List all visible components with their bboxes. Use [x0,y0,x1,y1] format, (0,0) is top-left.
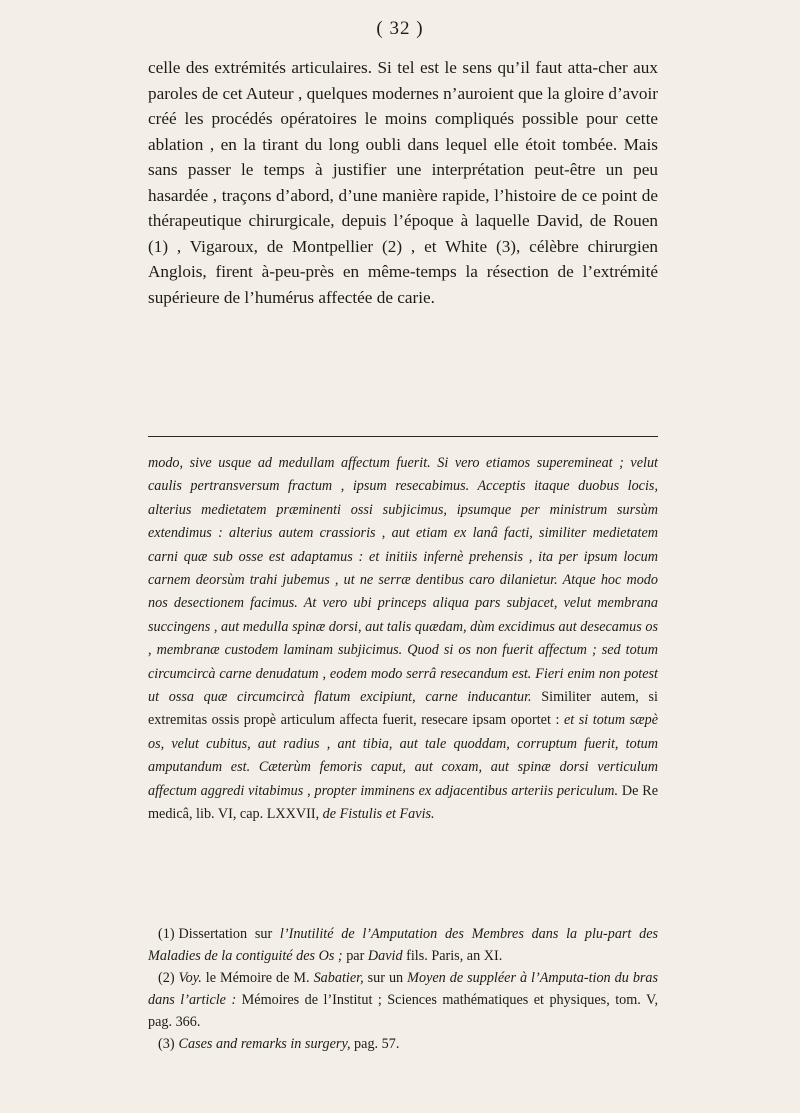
footnote-text: pag. 57. [354,1036,400,1052]
footnote-2 [148,967,658,1033]
footnote-text: Dissertation sur [178,926,273,942]
footnote-mark: (3) [158,1036,175,1052]
footnote-abbrev: Voy. [178,970,202,986]
footnote-3 [148,1033,658,1055]
page-number: ( 32 ) [376,18,424,39]
main-paragraph: celle des extrémités articulaires. Si tel est le sens qu’il faut atta-cher aux paroles de cet Auteur , quelques modernes n’auroient que la gloire d’avoir créé les procédés opératoires le moins compliqués possible pour cette ablation , en la tirant du long oubli dans lequel elle étoit tombée. Mais sans passer le temps à justifier une interprétation peut-être un peu hasardée , traçons d’abord, d’une manière rapide, l’histoire de ce point de thérapeutique chirurgicale, depuis l’époque à laquelle David, de Rouen (1) , Vigaroux, de Montpellier (2) , et White (3), célèbre chirurgien Anglois, firent à-peu-près en même-temps la résection de l’extrémité supérieure de l’humérus affectée de carie. [148,58,658,307]
latin-note-source: De Re medicâ, lib. VI, cap. LXXVII, [148,782,659,823]
latin-note-source-title: de Fistulis et Favis. [322,806,435,823]
footnote-text: sur un [367,970,404,986]
footnote-mark: (2) [158,970,175,986]
footnote-author: David [367,948,403,964]
latin-note-italic-2: et si totum sæpè os, velut cubitus, aut radius , ant tibia, aut tale quoddam, corruptum fuerit, totum amputandum est. Cæterùm femoris caput, aut coxam, aut spinæ dorsi verticulum affectum aggredi vitabimus , propter imminens ex adjacentibus arteriis periculum. [148,712,658,799]
footnote-divider [148,436,658,437]
footnote-text: par [346,948,365,964]
footnote-mark: (1) [158,926,175,942]
footnote-title: Cases and remarks in surgery, [178,1036,351,1052]
latin-note-roman: Similiter autem, si extremitas ossis propè articulum affecta fuerit, resecare ipsam oportet : [148,689,658,729]
footnote-title: l’Inutilité de l’Amputation des Membres dans la plu-part des Maladies de la contiguité des Os ; [148,926,659,964]
footnote-author: Sabatier, [313,970,364,986]
footnotes [148,923,658,1055]
footnote-title: Moyen de suppléer à l’Amputa-tion du bras dans l’article : [148,970,659,1008]
footnote-1 [148,923,658,967]
latin-note-paragraph [148,452,658,827]
latin-note-continuation [148,452,658,827]
footnote-text: le Mémoire de M. [205,970,310,986]
footnote-text: fils. Paris, an XI. [406,948,503,964]
main-text-block [148,55,658,310]
footnote-text: Mémoires de l’Institut ; Sciences mathématiques et physiques, tom. V, pag. 366. [148,992,659,1030]
latin-note-italic: modo, sive usque ad medullam affectum fuerit. Si vero etiamos superemineat ; velut caulis pertransversum fractum , ipsum resecabimus. Acceptis itaque duobus locis, alterius medietatem præminenti ossi subjicimus, ipsumque per ministrum sursùm extendimus : alterius autem crassioris , aut etiam ex lanâ facti, similiter medietatem carni quæ sub osse est adaptamus : et initiis infernè prehensis , ita per ipsum locum carnem deorsùm trahi jubemus , ut ne serræ dentibus caro dilanietur. Atque hoc modo nos desectionem facimus. At vero ubi princeps aliqua pars subjacet, velut membrana succingens , aut medulla spinæ dorsi, aut talis quædam, dùm excidimus aut desecamus os , membranæ custodem laminam subjicimus. Quod si os non fuerit affectum ; sed totum circumcircà carne denudatum , eodem modo serrâ resecandum est. Fieri enim non potest ut ossa quæ circumcircà flatum excipiunt, carne inducantur. [148,455,658,706]
